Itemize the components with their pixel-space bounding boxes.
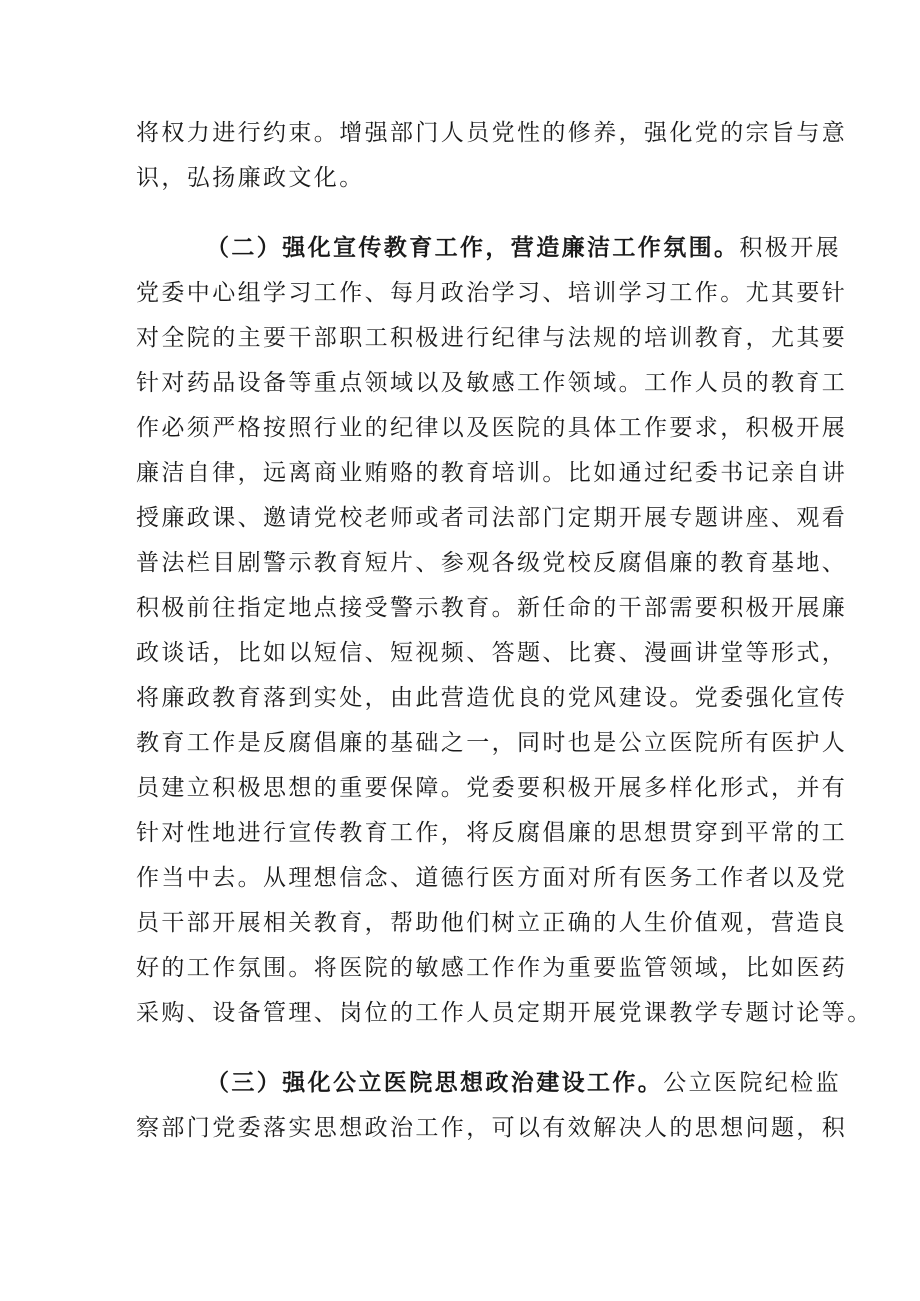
section-2-line: 针对药品设备等重点领域以及敏感工作领域。工作人员的教育工 bbox=[136, 370, 848, 396]
section-3-first-line bbox=[206, 1068, 842, 1098]
section-2-line: 作必须严格按照行业的纪律以及医院的具体工作要求，积极开展 bbox=[136, 415, 848, 441]
section-2-line: 教育工作是反腐倡廉的基础之一，同时也是公立医院所有医护人 bbox=[136, 730, 848, 756]
section-2-line: 作当中去。从理想信念、道德行医方面对所有医务工作者以及党 bbox=[136, 865, 848, 891]
section-2-line: 积极前往指定地点接受警示教育。新任命的干部需要积极开展廉 bbox=[136, 595, 848, 621]
section-2-line: 员干部开展相关教育，帮助他们树立正确的人生价值观，营造良 bbox=[136, 910, 848, 936]
section-2-line: 政谈话，比如以短信、短视频、答题、比赛、漫画讲堂等形式， bbox=[136, 640, 848, 666]
section-2-line: 将廉政教育落到实处，由此营造优良的党风建设。党委强化宣传 bbox=[136, 685, 848, 711]
section-2-first-line bbox=[206, 233, 842, 263]
section-2-line: 采购、设备管理、岗位的工作人员定期开展党课教学专题讨论等。 bbox=[136, 1000, 873, 1026]
section-2-line: 普法栏目剧警示教育短片、参观各级党校反腐倡廉的教育基地、 bbox=[136, 550, 848, 576]
section-2-line: 廉洁自律，远离商业贿赂的教育培训。比如通过纪委书记亲自讲 bbox=[136, 460, 848, 486]
section-2-line: 好的工作氛围。将医院的敏感工作作为重要监管领域，比如医药 bbox=[136, 955, 848, 981]
section-2-line: 针对性地进行宣传教育工作，将反腐倡廉的思想贯穿到平常的工 bbox=[136, 820, 848, 846]
paragraph-1-line-1: 将权力进行约束。增强部门人员党性的修养，强化党的宗旨与意 bbox=[136, 120, 848, 146]
section-3-first-line-rest: 公立医院纪检监 bbox=[663, 1070, 842, 1096]
section-2-line: 党委中心组学习工作、每月政治学习、培训学习工作。尤其要针 bbox=[136, 280, 848, 306]
section-2-first-line-rest: 积极开展 bbox=[739, 235, 842, 261]
section-3-line: 察部门党委落实思想政治工作，可以有效解决人的思想问题，积 bbox=[136, 1115, 848, 1141]
section-3-heading: （三）强化公立医院思想政治建设工作。 bbox=[206, 1070, 664, 1096]
paragraph-1-line-2: 识，弘扬廉政文化。 bbox=[136, 165, 365, 191]
section-2-heading: （二）强化宣传教育工作，营造廉洁工作氛围。 bbox=[206, 235, 740, 261]
section-2-line: 授廉政课、邀请党校老师或者司法部门定期开展专题讲座、观看 bbox=[136, 505, 848, 531]
section-2-line: 对全院的主要干部职工积极进行纪律与法规的培训教育，尤其要 bbox=[136, 325, 848, 351]
section-2-line: 员建立积极思想的重要保障。党委要积极开展多样化形式，并有 bbox=[136, 775, 848, 801]
